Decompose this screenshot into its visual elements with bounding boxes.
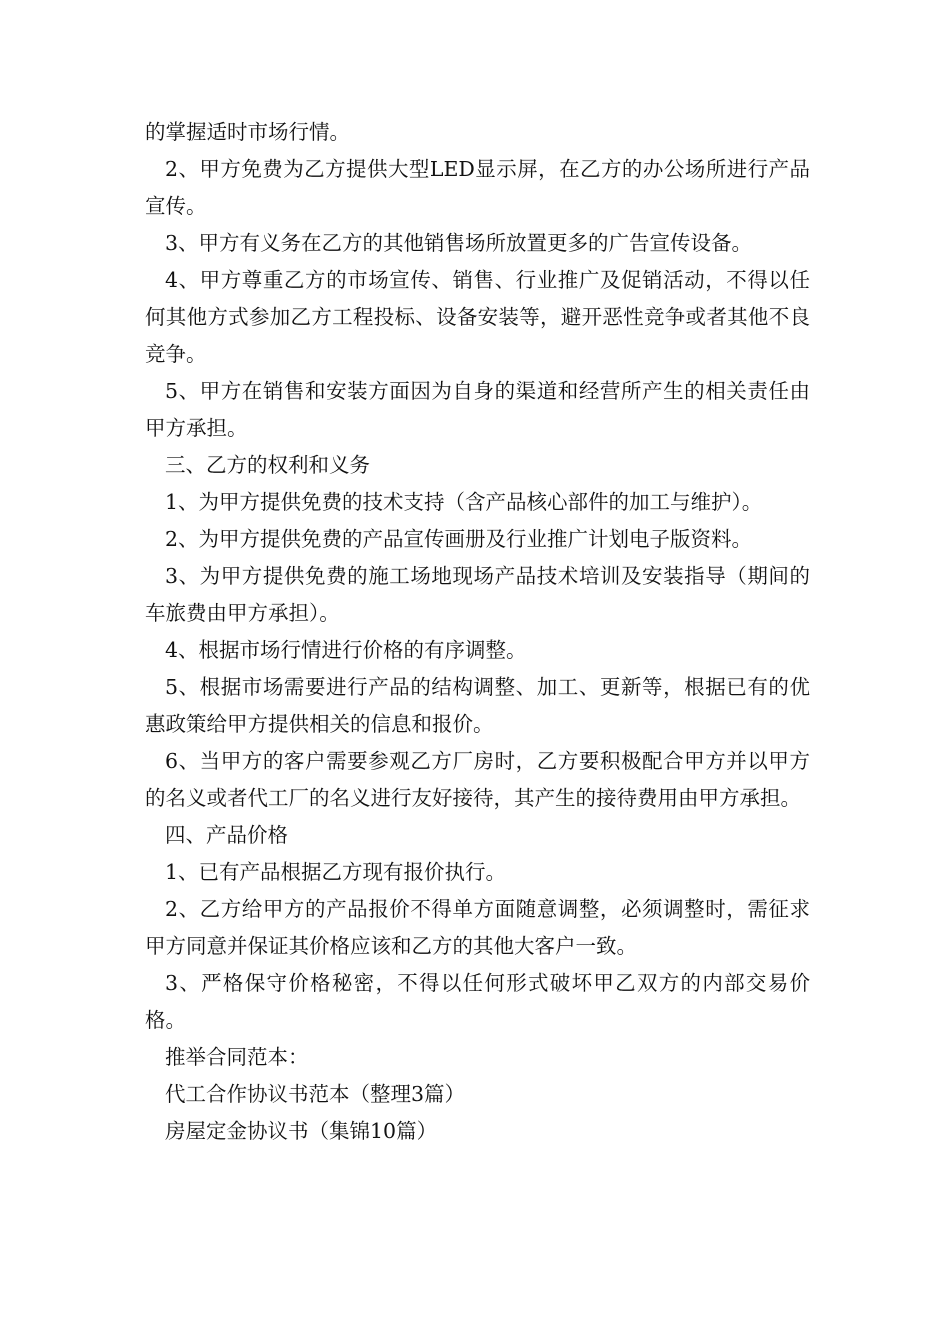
section-heading-3: 三、乙方的权利和义务 [165, 453, 370, 477]
paragraph-continuation: 的掌握适时市场行情。 [145, 120, 350, 144]
paragraph-item-4: 4、甲方尊重乙方的市场宣传、销售、行业推广及促销活动，不得以任何其他方式参加乙方工程投标、设备安装等，避开恶性竞争或者其他不良竞争。 [145, 268, 810, 366]
paragraph-c-item-3: 3、严格保守价格秘密，不得以任何形式破坏甲乙双方的内部交易价格。 [145, 971, 810, 1032]
section-heading-4: 四、产品价格 [165, 823, 288, 847]
paragraph-c-item-1: 1、已有产品根据乙方现有报价执行。 [165, 860, 507, 884]
document-page [145, 114, 810, 1150]
paragraph-b-item-2: 2、为甲方提供免费的产品宣传画册及行业推广计划电子版资料。 [165, 527, 753, 551]
paragraph-b-item-1: 1、为甲方提供免费的技术支持（含产品核心部件的加工与维护）。 [165, 490, 763, 514]
paragraph-b-item-3: 3、为甲方提供免费的施工场地现场产品技术培训及安装指导（期间的车旅费由甲方承担）。 [145, 564, 810, 625]
paragraph-item-5: 5、甲方在销售和安装方面因为自身的渠道和经营所产生的相关责任由甲方承担。 [145, 379, 810, 440]
paragraph-item-2: 2、甲方免费为乙方提供大型LED显示屏，在乙方的办公场所进行产品宣传。 [145, 157, 810, 218]
paragraph-c-item-2: 2、乙方给甲方的产品报价不得单方面随意调整，必须调整时，需征求甲方同意并保证其价格应该和乙方的其他大客户一致。 [145, 897, 810, 958]
recommend-link-2[interactable]: 房屋定金协议书（集锦10篇） [165, 1119, 438, 1143]
recommend-link-1[interactable]: 代工合作协议书范本（整理3篇） [165, 1082, 466, 1106]
paragraph-b-item-4: 4、根据市场行情进行价格的有序调整。 [165, 638, 527, 662]
paragraph-item-3: 3、甲方有义务在乙方的其他销售场所放置更多的广告宣传设备。 [165, 231, 753, 255]
paragraph-b-item-6: 6、当甲方的客户需要参观乙方厂房时，乙方要积极配合甲方并以甲方的名义或者代工厂的名义进行友好接待，其产生的接待费用由甲方承担。 [145, 749, 810, 810]
paragraph-b-item-5: 5、根据市场需要进行产品的结构调整、加工、更新等，根据已有的优惠政策给甲方提供相关的信息和报价。 [145, 675, 810, 736]
recommend-heading: 推举合同范本： [165, 1045, 309, 1069]
